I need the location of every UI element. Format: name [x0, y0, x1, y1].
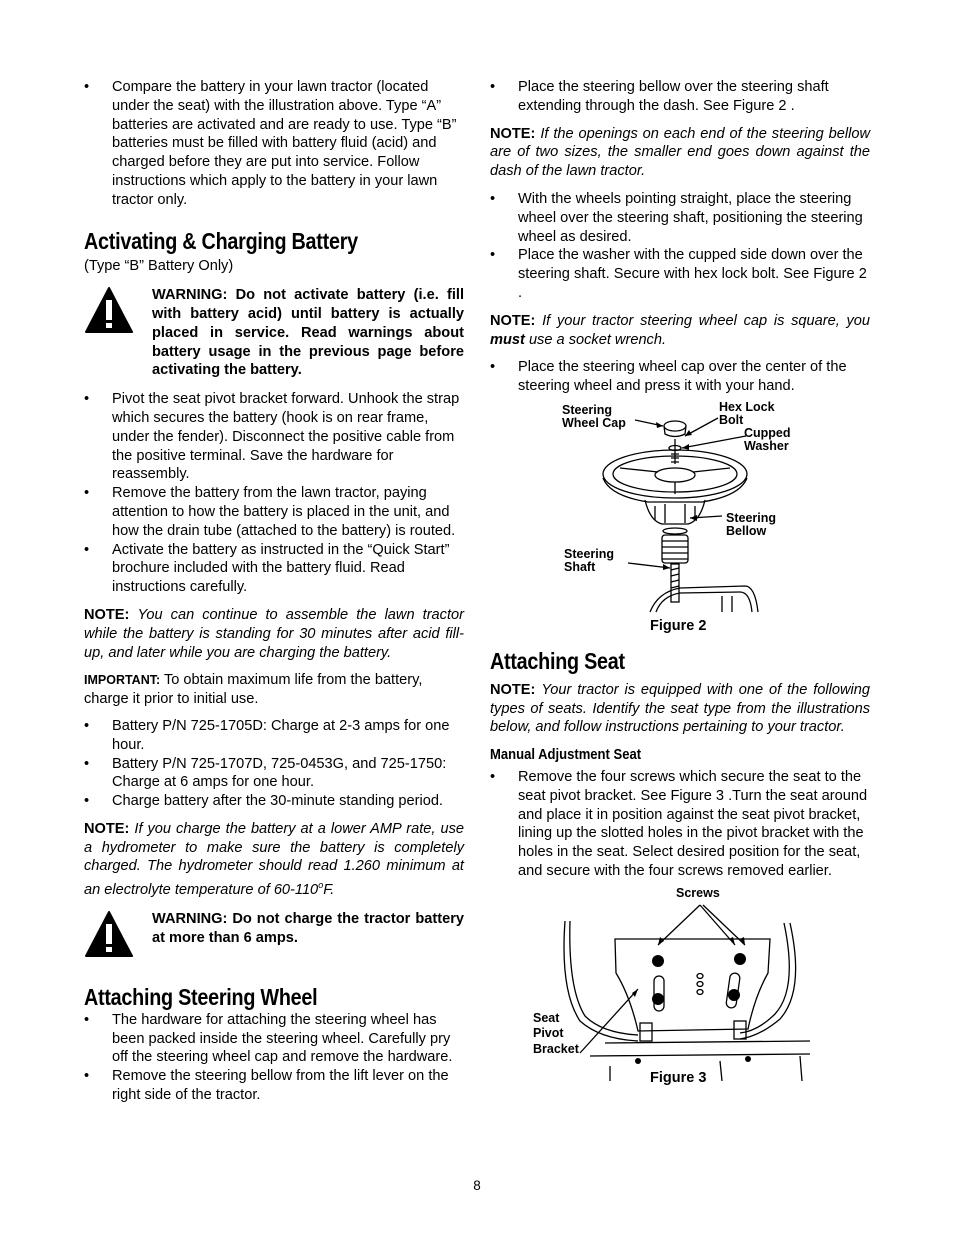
- note-label: NOTE:: [490, 312, 536, 329]
- steering-wheel-illustration: [490, 396, 870, 616]
- warning-block: [84, 910, 464, 958]
- warning-text: WARNING: Do not charge the tractor battery at more than 6 amps.: [152, 910, 464, 946]
- note-hydrometer: [84, 820, 464, 900]
- figure-3: [490, 881, 870, 1091]
- list-item: • Place the washer with the cupped side down over the steering shaft. Secure with hex lock bolt. See Figure 2 .: [490, 246, 870, 302]
- label-steering-wheel-cap: Steering Wheel Cap: [562, 402, 626, 431]
- warning-icon: [84, 910, 134, 958]
- list-item: • Charge battery after the 30-minute standing period.: [84, 792, 464, 811]
- list-item: • Place the steering wheel cap over the center of the steering wheel and press it with your hand.: [490, 358, 870, 396]
- seat-steps-list: [490, 768, 870, 881]
- note-emphasis: must: [490, 331, 525, 348]
- note-label: NOTE:: [490, 681, 536, 698]
- label-hex-lock-bolt: Hex Lock Bolt: [719, 399, 775, 428]
- warning-text: WARNING: Do not activate battery (i.e. fill with battery acid) until battery is actually placed in service. Read warnings about battery usage in the previous page before activating the battery.: [152, 287, 464, 379]
- note-end: F.: [323, 882, 335, 899]
- note-battery-standing: [84, 606, 464, 662]
- cap-step-list: [490, 358, 870, 396]
- intro-list: [84, 78, 464, 210]
- bellow-list: [490, 78, 870, 116]
- note-body: If you charge the battery at a lower AMP rate, use a hydrometer to make sure the battery is completely charged. The hydrometer should read 1.260 minimum at an electrolyte temperature of 60-110: [84, 820, 464, 899]
- figure-3-caption: Figure 3: [650, 1069, 707, 1086]
- heading-activating-battery: Activating & Charging Battery: [84, 227, 358, 254]
- battery-steps-list: [84, 390, 464, 597]
- note-body: use a socket wrench.: [528, 331, 667, 348]
- figure-2-caption: Figure 2: [650, 617, 707, 634]
- warning-block: [84, 286, 464, 380]
- note-label: NOTE:: [84, 820, 130, 837]
- note-seat-types: [490, 681, 870, 737]
- list-item: • Remove the battery from the lawn tractor, paying attention to how the battery is placed in the unit, and how the drain tube (attached to the battery) is routed.: [84, 484, 464, 540]
- note-label: NOTE:: [84, 606, 130, 623]
- note-body: If the openings on each end of the steering bellow are of two sizes, the smaller end goes down against the dash of the lawn tractor.: [490, 125, 870, 180]
- important-note: [84, 671, 464, 709]
- list-item: • Activate the battery as instructed in the “Quick Start” brochure included with the battery fluid. Read instructions carefully.: [84, 541, 464, 597]
- label-screws: Screws: [676, 885, 720, 900]
- note-body: Your tractor is equipped with one of the following types of seats. Identify the seat type from the illustrations below, and follow instructions pertaining to your tractor.: [490, 681, 870, 736]
- note-bellow-sizes: [490, 125, 870, 181]
- battery-subtitle: (Type “B” Battery Only): [84, 258, 234, 275]
- degree-sup: o: [318, 880, 324, 891]
- note-body: You can continue to assemble the lawn tractor while the battery is standing for 30 minutes after acid fill-up, and later while you are charging the battery.: [84, 606, 464, 661]
- list-item: • Remove the steering bellow from the lift lever on the right side of the tractor.: [84, 1067, 464, 1105]
- wheel-steps-list: [84, 1011, 464, 1105]
- label-steering-shaft: Steering Shaft: [564, 546, 615, 575]
- list-item: • Place the steering bellow over the steering shaft extending through the dash. See Figure 2 .: [490, 78, 870, 116]
- list-item: • Battery P/N 725-1705D: Charge at 2-3 amps for one hour.: [84, 717, 464, 755]
- label-seat-pivot-bracket: Seat Pivot Bracket: [533, 1010, 579, 1056]
- label-steering-bellow: Steering Bellow: [726, 510, 777, 539]
- list-item: • Pivot the seat pivot bracket forward. Unhook the strap which secures the battery (hook is on rear frame, under the fender). Disconnect the positive cable from the positive terminal. Save the hardware for reassembly.: [84, 390, 464, 484]
- list-item: • With the wheels pointing straight, place the steering wheel over the steering shaft, positioning the steering wheel as desired.: [490, 190, 870, 246]
- warning-icon: [84, 286, 134, 334]
- important-body: To obtain maximum life from the battery, charge it prior to initial use.: [84, 672, 423, 708]
- note-label: NOTE:: [490, 125, 536, 142]
- note-body: If your tractor steering wheel cap is square, you: [542, 312, 870, 329]
- figure-2: [490, 396, 870, 644]
- wheel-steps-list-2: [490, 190, 870, 303]
- heading-steering-wheel: Attaching Steering Wheel: [84, 983, 318, 1010]
- page-number: 8: [473, 1178, 481, 1193]
- list-item: • Remove the four screws which secure the seat to the seat pivot bracket. See Figure 3 .Turn the seat around and place it in position against the seat pivot bracket, lining up the slotted holes in the pivot bracket with the holes in the seat. Select desired position for the seat, and secure with the four screws removed earlier.: [490, 768, 870, 881]
- right-column: [490, 78, 870, 1091]
- list-item: • Compare the battery in your lawn tractor (located under the seat) with the illustration above. Type “A” batteries are activated and are ready to use. Type “B” batteries must be filled with battery fluid (acid) and charged before they are put into service. Follow instructions which apply to the battery in your lawn tractor only.: [84, 78, 464, 210]
- left-column: [84, 78, 464, 1105]
- charge-steps-list: [84, 717, 464, 811]
- label-cupped-washer: Cupped Washer: [744, 425, 791, 454]
- list-item: • The hardware for attaching the steering wheel has been packed inside the steering wheel. Carefully pry off the steering wheel cap and remove the hardware.: [84, 1011, 464, 1067]
- note-square-cap: [490, 312, 870, 350]
- subheading-manual-adjustment-seat: Manual Adjustment Seat: [490, 747, 642, 764]
- important-label: IMPORTANT:: [84, 673, 161, 688]
- list-item: • Battery P/N 725-1707D, 725-0453G, and 725-1750: Charge at 6 amps for one hour.: [84, 755, 464, 793]
- heading-attaching-seat: Attaching Seat: [490, 647, 625, 674]
